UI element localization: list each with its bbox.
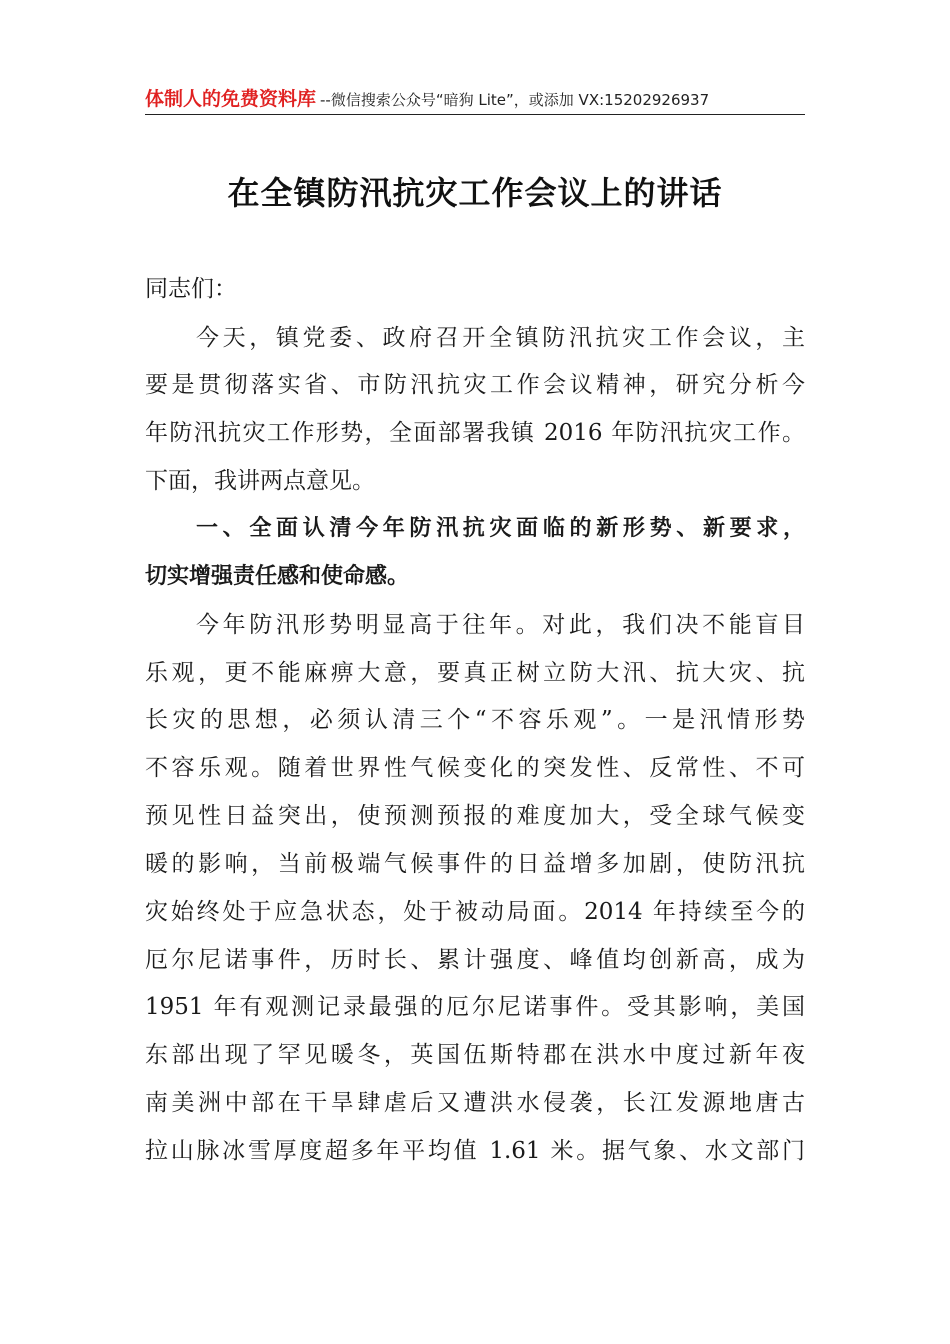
document-title: 在全镇防汛抗灾工作会议上的讲话	[227, 174, 723, 212]
paragraph-line: 灾始终处于应急状态，处于被动局面。2014 年持续至今的	[145, 899, 805, 925]
paragraph-line: 厄尔尼诺事件，历时长、累计强度、峰值均创新高，成为	[145, 947, 805, 973]
section-heading: 一、全面认清今年防汛抗灾面临的新形势、新要求，	[196, 516, 805, 541]
paragraph-line: 1951 年有观测记录最强的厄尔尼诺事件。受其影响，美国	[145, 994, 805, 1020]
paragraph-line: 预见性日益突出，使预测预报的难度加大，受全球气候变	[145, 803, 805, 829]
header-contact-note: --微信搜索公众号“暗狗 Lite”，或添加 VX:15202926937	[320, 91, 710, 109]
paragraph-line: 乐观，更不能麻痹大意，要真正树立防大汛、抗大灾、抗	[145, 660, 805, 686]
salutation: 同志们：	[145, 276, 237, 302]
header-brand: 体制人的免费资料库	[145, 88, 317, 110]
paragraph-line: 今年防汛形势明显高于往年。对此，我们决不能盲目	[196, 612, 805, 638]
paragraph-line: 今天，镇党委、政府召开全镇防汛抗灾工作会议，主	[196, 325, 805, 351]
paragraph-line: 不容乐观。随着世界性气候变化的突发性、反常性、不可	[145, 755, 805, 781]
paragraph-line: 下面，我讲两点意见。	[145, 468, 375, 494]
paragraph-line: 拉山脉冰雪厚度超多年平均值 1.61 米。据气象、水文部门	[145, 1138, 805, 1164]
paragraph-line: 要是贯彻落实省、市防汛抗灾工作会议精神，研究分析今	[145, 372, 805, 398]
paragraph-line: 东部出现了罕见暖冬，英国伍斯特郡在洪水中度过新年夜	[145, 1042, 805, 1068]
paragraph-line: 长灾的思想，必须认清三个“不容乐观”。一是汛情形势	[145, 707, 805, 733]
paragraph-line: 南美洲中部在干旱肆虐后又遭洪水侵袭，长江发源地唐古	[145, 1090, 805, 1116]
paragraph-line: 暖的影响，当前极端气候事件的日益增多加剧，使防汛抗	[145, 851, 805, 877]
page-header	[145, 84, 805, 115]
paragraph-line: 年防汛抗灾工作形势，全面部署我镇 2016 年防汛抗灾工作。	[145, 420, 805, 446]
section-heading: 切实增强责任感和使命感。	[145, 564, 410, 589]
